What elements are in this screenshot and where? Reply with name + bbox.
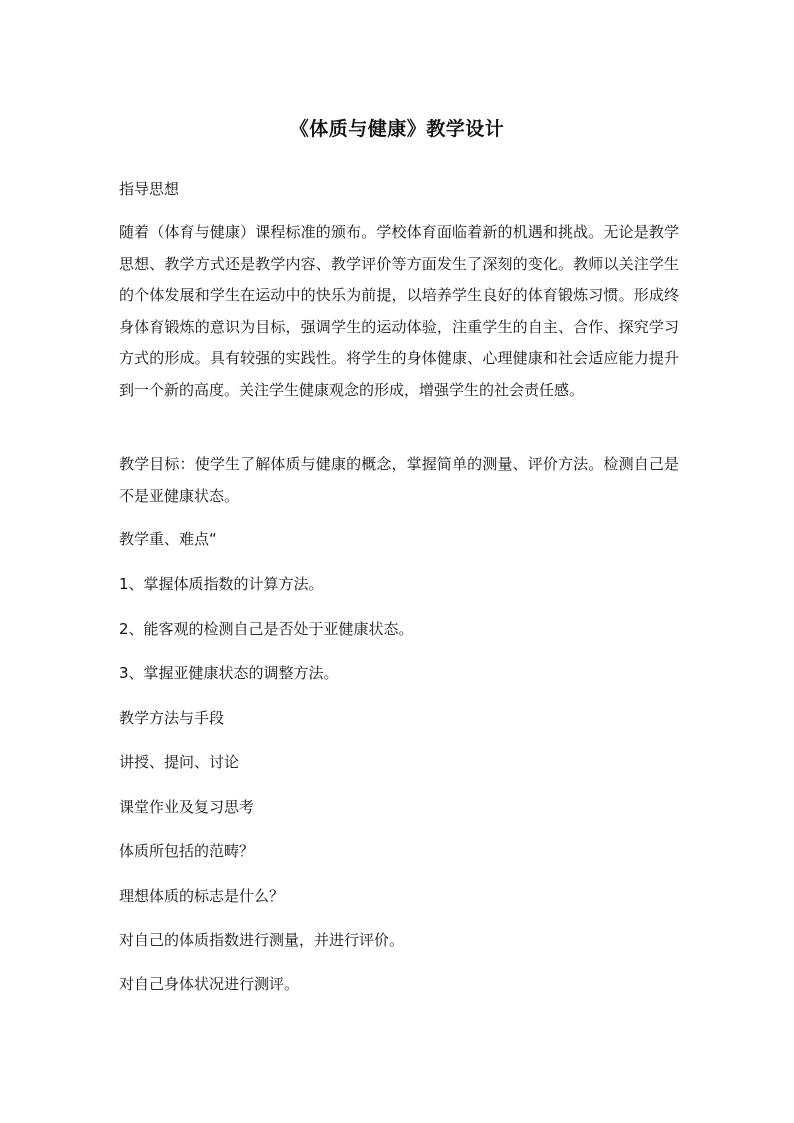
homework-item-4: 对自己身体状况进行测评。 bbox=[119, 975, 300, 993]
key-point-item-1: 1、掌握体质指数的计算方法。 bbox=[119, 575, 324, 593]
homework-item-3: 对自己的体质指数进行测量，并进行评价。 bbox=[119, 931, 405, 949]
key-points-heading: 教学重、难点“ bbox=[119, 530, 217, 548]
key-point-item-3: 3、掌握亚健康状态的调整方法。 bbox=[119, 664, 339, 682]
guiding-heading: 指导思想 bbox=[119, 180, 180, 198]
objective-paragraph: 教学目标：使学生了解体质与健康的概念，掌握简单的测量、评价方法。检测自己是不是亚健康状态。 bbox=[119, 455, 679, 505]
guiding-paragraph: 随着（体育与健康）课程标准的颁布。学校体育面临着新的机遇和挑战。无论是教学思想、教学方式还是教学内容、教学评价等方面发生了深刻的变化。教师以关注学生的个体发展和学生在运动中的快乐为前提，以培养学生良好的体育锻炼习惯。形成终身体育锻炼的意识为目标，强调学生的运动体验，注重学生的自主、合作、探究学习方式的形成。具有较强的实践性。将学生的身体健康、心理健康和社会适应能力提升到一个新的高度。关注学生健康观念的形成，增强学生的社会责任感。 bbox=[119, 223, 679, 399]
document-title: 《体质与健康》教学设计 bbox=[289, 118, 505, 140]
homework-item-2: 理想体质的标志是什么？ bbox=[119, 887, 285, 905]
key-point-item-2: 2、能客观的检测自己是否处于亚健康状态。 bbox=[119, 620, 414, 638]
methods-heading: 教学方法与手段 bbox=[119, 709, 225, 727]
homework-heading: 课堂作业及复习思考 bbox=[119, 798, 255, 816]
homework-item-1: 体质所包括的范畴？ bbox=[119, 842, 255, 860]
methods-text: 讲授、提问、讨论 bbox=[119, 753, 240, 771]
